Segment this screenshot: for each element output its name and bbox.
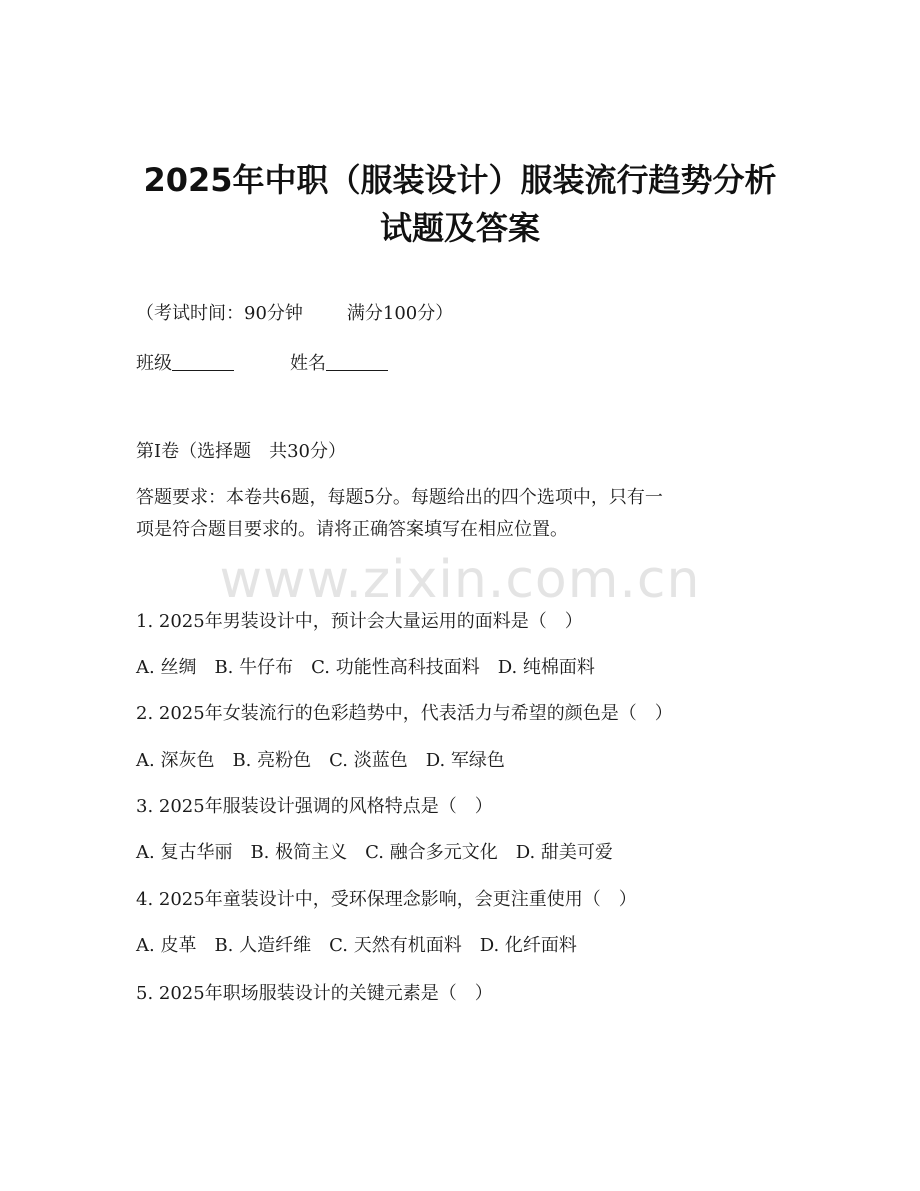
exam-info — [136, 302, 453, 326]
option-a: A. 深灰色 — [136, 750, 215, 771]
question-options — [136, 656, 613, 680]
question-options — [136, 749, 523, 773]
class-label: 班级 — [136, 353, 172, 374]
option-a: A. 复古华丽 — [136, 842, 233, 863]
question-stem: 3. 2025年服装设计强调的风格特点是（ ） — [136, 796, 493, 817]
student-info — [136, 350, 388, 376]
option-b: B. 极简主义 — [250, 842, 348, 863]
section-heading: 第Ⅰ卷（选择题 共30分） — [136, 441, 347, 462]
document-title-line-1: 2025年中职（服装设计）服装流行趋势分析 — [143, 161, 777, 199]
instructions-line-1: 答题要求：本卷共6题，每题5分。每题给出的四个选项中，只有一 — [136, 487, 663, 508]
option-c: C. 淡蓝色 — [329, 750, 408, 771]
full-score: 满分100分） — [346, 303, 454, 324]
option-d: D. 纯棉面料 — [497, 657, 595, 678]
question-stem: 2. 2025年女装流行的色彩趋势中，代表活力与希望的颜色是（ ） — [136, 703, 673, 724]
question-stem: 4. 2025年童装设计中，受环保理念影响，会更注重使用（ ） — [136, 889, 637, 910]
question-options — [136, 841, 631, 865]
option-a: A. 丝绸 — [136, 657, 197, 678]
instructions-line-2: 项是符合题目要求的。请将正确答案填写在相应位置。 — [136, 519, 568, 540]
option-b: B. 人造纤维 — [214, 935, 312, 956]
watermark: www.zixin.com.cn — [219, 550, 701, 610]
option-b: B. 亮粉色 — [232, 750, 312, 771]
option-d: D. 军绿色 — [425, 750, 505, 771]
option-c: C. 功能性高科技面料 — [311, 657, 480, 678]
option-c: C. 天然有机面料 — [329, 935, 462, 956]
option-c: C. 融合多元文化 — [365, 842, 498, 863]
question-stem: 5. 2025年职场服装设计的关键元素是（ ） — [136, 983, 493, 1004]
question-options — [136, 934, 595, 958]
question-stem: 1. 2025年男装设计中，预计会大量运用的面料是（ ） — [136, 611, 583, 632]
name-label: 姓名 — [290, 353, 326, 374]
class-blank — [172, 350, 234, 371]
option-a: A. 皮革 — [136, 935, 197, 956]
document-title-line-2: 试题及答案 — [379, 209, 540, 247]
option-b: B. 牛仔布 — [214, 657, 294, 678]
option-d: D. 甜美可爱 — [515, 842, 613, 863]
exam-time: （考试时间：90分钟 — [136, 303, 303, 324]
option-d: D. 化纤面料 — [479, 935, 577, 956]
name-blank — [326, 350, 388, 371]
